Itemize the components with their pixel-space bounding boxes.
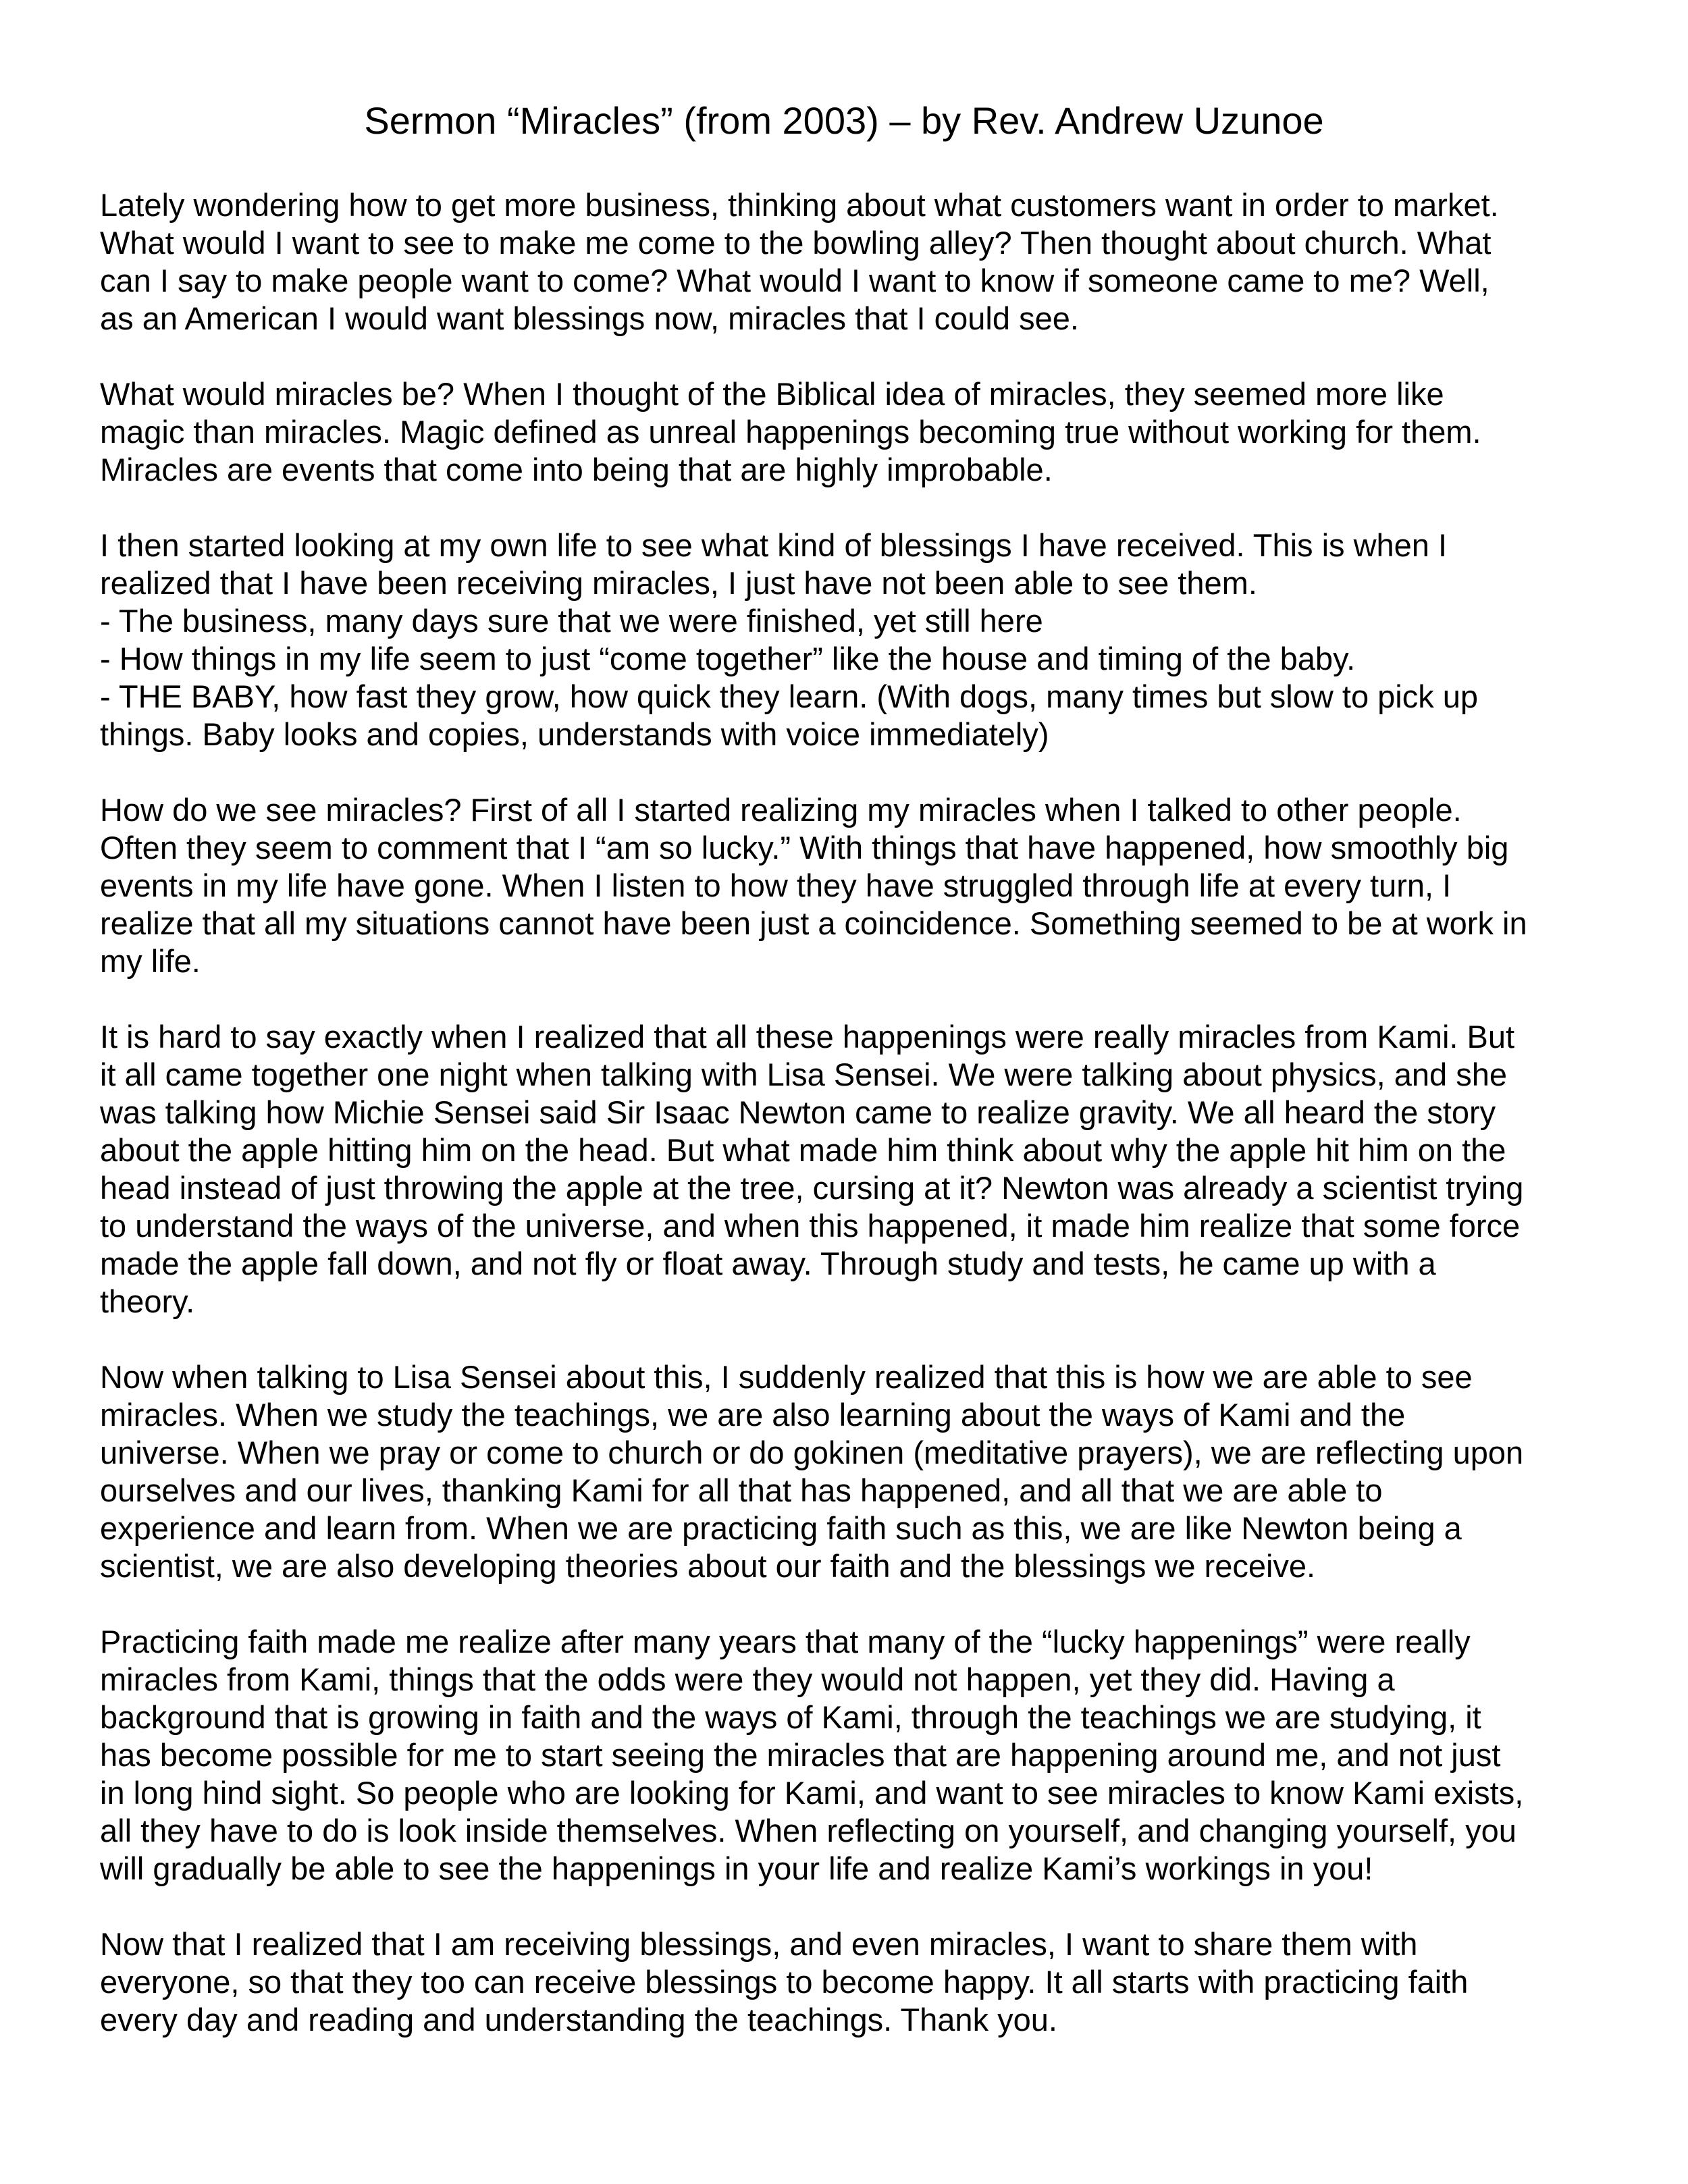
text-line: magic than miracles. Magic defined as unreal happenings becoming true without working for them.: [100, 414, 1481, 450]
paragraph-7: [100, 1623, 1612, 1888]
text-line: Often they seem to comment that I “am so lucky.” With things that have happened, how smoothly big: [100, 830, 1509, 865]
text-line: all they have to do is look inside themselves. When reflecting on yourself, and changing yourself, you: [100, 1813, 1516, 1848]
text-line: miracles. When we study the teachings, we are also learning about the ways of Kami and the: [100, 1397, 1406, 1433]
text-line: realized that I have been receiving miracles, I just have not been able to see them.: [100, 565, 1257, 601]
text-line: has become possible for me to start seeing the miracles that are happening around me, and not just: [100, 1737, 1501, 1773]
text-line: experience and learn from. When we are practicing faith such as this, we are like Newton being a: [100, 1510, 1462, 1546]
text-line: Now that I realized that I am receiving blessings, and even miracles, I want to share them with: [100, 1926, 1418, 1962]
text-line: realize that all my situations cannot have been just a coincidence. Something seemed to be at work in: [100, 905, 1527, 941]
sermon-title: Sermon “Miracles” (from 2003) – by Rev. Andrew Uzunoe: [364, 99, 1324, 142]
text-line: Miracles are events that come into being that are highly improbable.: [100, 452, 1053, 487]
text-line: - How things in my life seem to just “come together” like the house and timing of the baby.: [100, 641, 1356, 676]
text-line: things. Baby looks and copies, understands with voice immediately): [100, 716, 1049, 752]
text-line: made the apple fall down, and not fly or float away. Through study and tests, he came up with a: [100, 1246, 1436, 1281]
text-line: everyone, so that they too can receive blessings to become happy. It all starts with practicing faith: [100, 1964, 1469, 2000]
text-line: was talking how Michie Sensei said Sir Isaac Newton came to realize gravity. We all heard the story: [100, 1094, 1496, 1130]
text-line: What would I want to see to make me come to the bowling alley? Then thought about church. What: [100, 225, 1492, 261]
paragraph-3: [100, 527, 1612, 753]
text-line: universe. When we pray or come to church or do gokinen (meditative prayers), we are reflecting upon: [100, 1435, 1524, 1470]
text-line: in long hind sight. So people who are looking for Kami, and want to see miracles to know Kami exists,: [100, 1775, 1524, 1811]
text-line: events in my life have gone. When I listen to how they have struggled through life at every turn, I: [100, 868, 1452, 903]
text-line: can I say to make people want to come? What would I want to know if someone came to me? Well,: [100, 263, 1489, 298]
text-line: miracles from Kami, things that the odds were they would not happen, yet they did. Having a: [100, 1661, 1395, 1697]
text-line: Now when talking to Lisa Sensei about this, I suddenly realized that this is how we are able to see: [100, 1359, 1473, 1395]
text-line: my life.: [100, 943, 201, 979]
paragraph-4: [100, 791, 1612, 980]
text-line: will gradually be able to see the happenings in your life and realize Kami’s workings in you!: [100, 1850, 1373, 1886]
paragraph-2: [100, 375, 1612, 489]
text-line: to understand the ways of the universe, and when this happened, it made him realize that some force: [100, 1208, 1521, 1244]
text-line: scientist, we are also developing theories about our faith and the blessings we receive.: [100, 1548, 1316, 1584]
text-line: - The business, many days sure that we were finished, yet still here: [100, 603, 1043, 639]
sermon-body: [100, 186, 1612, 2077]
text-line: about the apple hitting him on the head. But what made him think about why the apple hit him on the: [100, 1132, 1506, 1168]
text-line: What would miracles be? When I thought of the Biblical idea of miracles, they seemed more like: [100, 376, 1444, 412]
text-line: It is hard to say exactly when I realized that all these happenings were really miracles from Kami. But: [100, 1019, 1515, 1055]
text-line: Practicing faith made me realize after many years that many of the “lucky happenings” were really: [100, 1624, 1471, 1659]
text-line: Lately wondering how to get more business, thinking about what customers want in order to market.: [100, 187, 1499, 223]
text-line: I then started looking at my own life to see what kind of blessings I have received. This is when I: [100, 527, 1448, 563]
text-line: theory.: [100, 1283, 195, 1319]
text-line: How do we see miracles? First of all I started realizing my miracles when I talked to other people.: [100, 792, 1462, 828]
text-line: background that is growing in faith and the ways of Kami, through the teachings we are studying, it: [100, 1699, 1481, 1735]
text-line: ourselves and our lives, thanking Kami for all that has happened, and all that we are able to: [100, 1472, 1383, 1508]
text-line: every day and reading and understanding the teachings. Thank you.: [100, 2002, 1057, 2037]
text-line: as an American I would want blessings now, miracles that I could see.: [100, 300, 1079, 336]
paragraph-5: [100, 1018, 1612, 1321]
text-line: it all came together one night when talking with Lisa Sensei. We were talking about physics, and she: [100, 1057, 1507, 1092]
text-line: head instead of just throwing the apple at the tree, cursing at it? Newton was already a scientist trying: [100, 1170, 1524, 1206]
text-line: - THE BABY, how fast they grow, how quick they learn. (With dogs, many times but slow to pick up: [100, 678, 1479, 714]
paragraph-1: [100, 186, 1612, 338]
paragraph-8: [100, 1925, 1612, 2039]
paragraph-6: [100, 1358, 1612, 1585]
